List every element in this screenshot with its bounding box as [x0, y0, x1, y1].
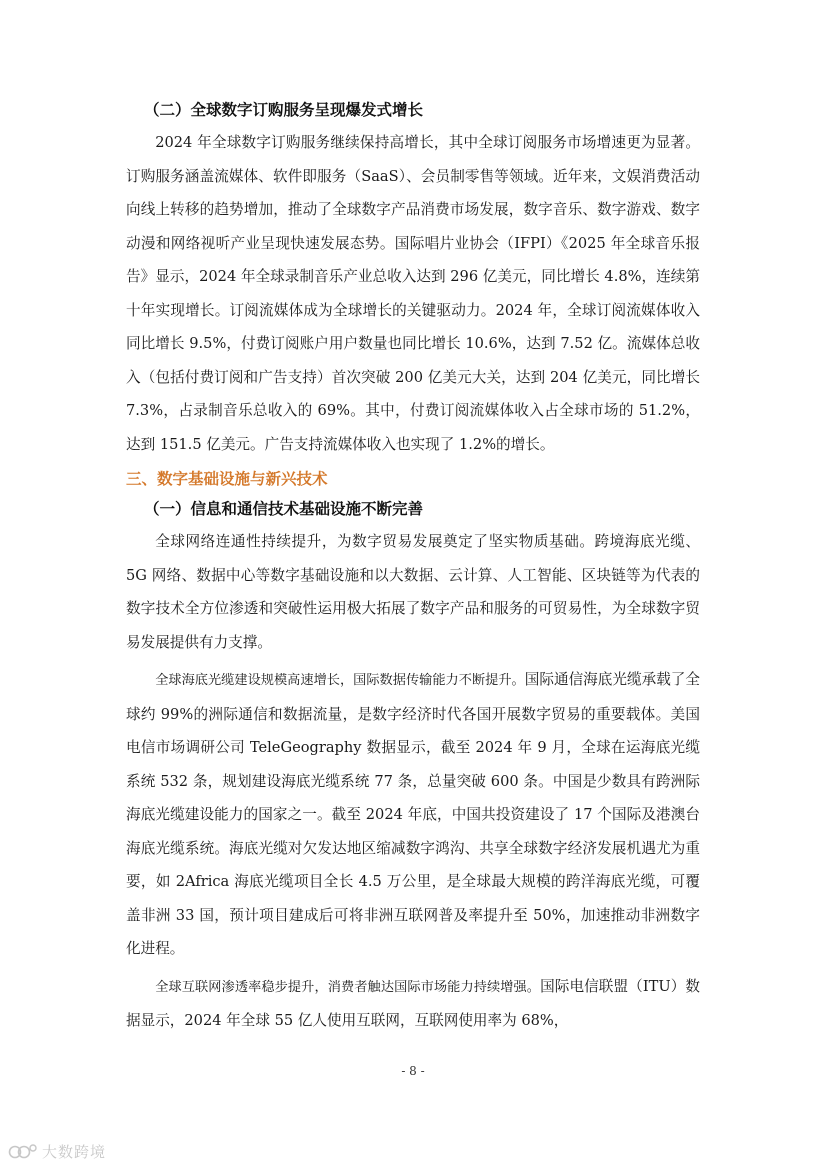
chapter-heading-digital-infrastructure: 三、数字基础设施与新兴技术	[126, 470, 328, 488]
paragraph-lead-submarine-cables: 全球海底光缆建设规模高速增长，国际数据传输能力不断提升。	[155, 673, 525, 688]
paragraph-body-internet-penetration: 国际电信联盟（ITU）数据显示，2024 年全球 55 亿人使用互联网，互联网使用率为 68%，	[126, 977, 700, 1029]
page-number: - 8 -	[401, 1064, 425, 1078]
watermark-logo-icon	[8, 1143, 38, 1161]
section-heading-ict-infrastructure: （一）信息和通信技术基础设施不断完善	[144, 500, 424, 518]
paragraph-lead-internet-penetration: 全球互联网渗透率稳步提升，消费者触达国际市场能力持续增强。	[155, 979, 541, 995]
paragraph-internet-penetration	[126, 970, 700, 1038]
section-heading-digital-subscription: （二）全球数字订购服务呈现爆发式增长	[144, 101, 424, 119]
paragraph-network-connectivity: 全球网络连通性持续提升，为数字贸易发展奠定了坚实物质基础。跨境海底光缆、5G 网络、数据中心等数字基础设施和以大数据、云计算、人工智能、区块链等为代表的数字技术全方位渗透和突破性运用极大拓展了数字产品和服务的可贸易性，为全球数字贸易发展提供有力支撑。	[126, 533, 700, 651]
paragraph-submarine-cables	[126, 663, 700, 966]
watermark	[8, 1141, 106, 1162]
paragraph-body-submarine-cables: 国际通信海底光缆承载了全球约 99%的洲际通信和数据流量，是数字经济时代各国开展数字贸易的重要载体。美国电信市场调研公司 TeleGeography 数据显示，截至 2024 年 9 月，全球在运海底光缆系统 532 条，规划建设海底光缆系统 77 条，总量突破 600 条。中国是少数具有跨洲际海底光缆建设能力的国家之一。截至 2024 年底，中国共投资建设了 17 个国际及港澳台海底光缆系统。海底光缆对欠发达地区缩减数字鸿沟、共享全球数字经济发展机遇尤为重要，如 2Africa 海底光缆项目全长 4.5 万公里，是全球最大规模的跨洋海底光缆，可覆盖非洲 33 国，预计项目建成后可将非洲互联网普及率提升至 50%，加速推动非洲数字化进程。	[126, 671, 700, 957]
paragraph-digital-subscription: 2024 年全球数字订购服务继续保持高增长，其中全球订阅服务市场增速更为显著。订购服务涵盖流媒体、软件即服务（SaaS）、会员制零售等领域。近年来，文娱消费活动向线上转移的趋势增加，推动了全球数字产品消费市场发展，数字音乐、数字游戏、数字动漫和网络视听产业呈现快速发展态势。国际唱片业协会（IFPI）《2025 年全球音乐报告》显示，2024 年全球录制音乐产业总收入达到 296 亿美元，同比增长 4.8%，连续第十年实现增长。订阅流媒体成为全球增长的关键驱动力。2024 年，全球订阅流媒体收入同比增长 9.5%，付费订阅账户用户数量也同比增长 10.6%，达到 7.52 亿。流媒体总收入（包括付费订阅和广告支持）首次突破 200 亿美元大关，达到 204 亿美元，同比增长 7.3%，占录制音乐总收入的 69%。其中，付费订阅流媒体收入占全球市场的 51.2%，达到 151.5 亿美元。广告支持流媒体收入也实现了 1.2%的增长。	[126, 134, 700, 453]
page-content	[126, 96, 700, 1042]
watermark-text: 大数跨境	[42, 1143, 107, 1161]
